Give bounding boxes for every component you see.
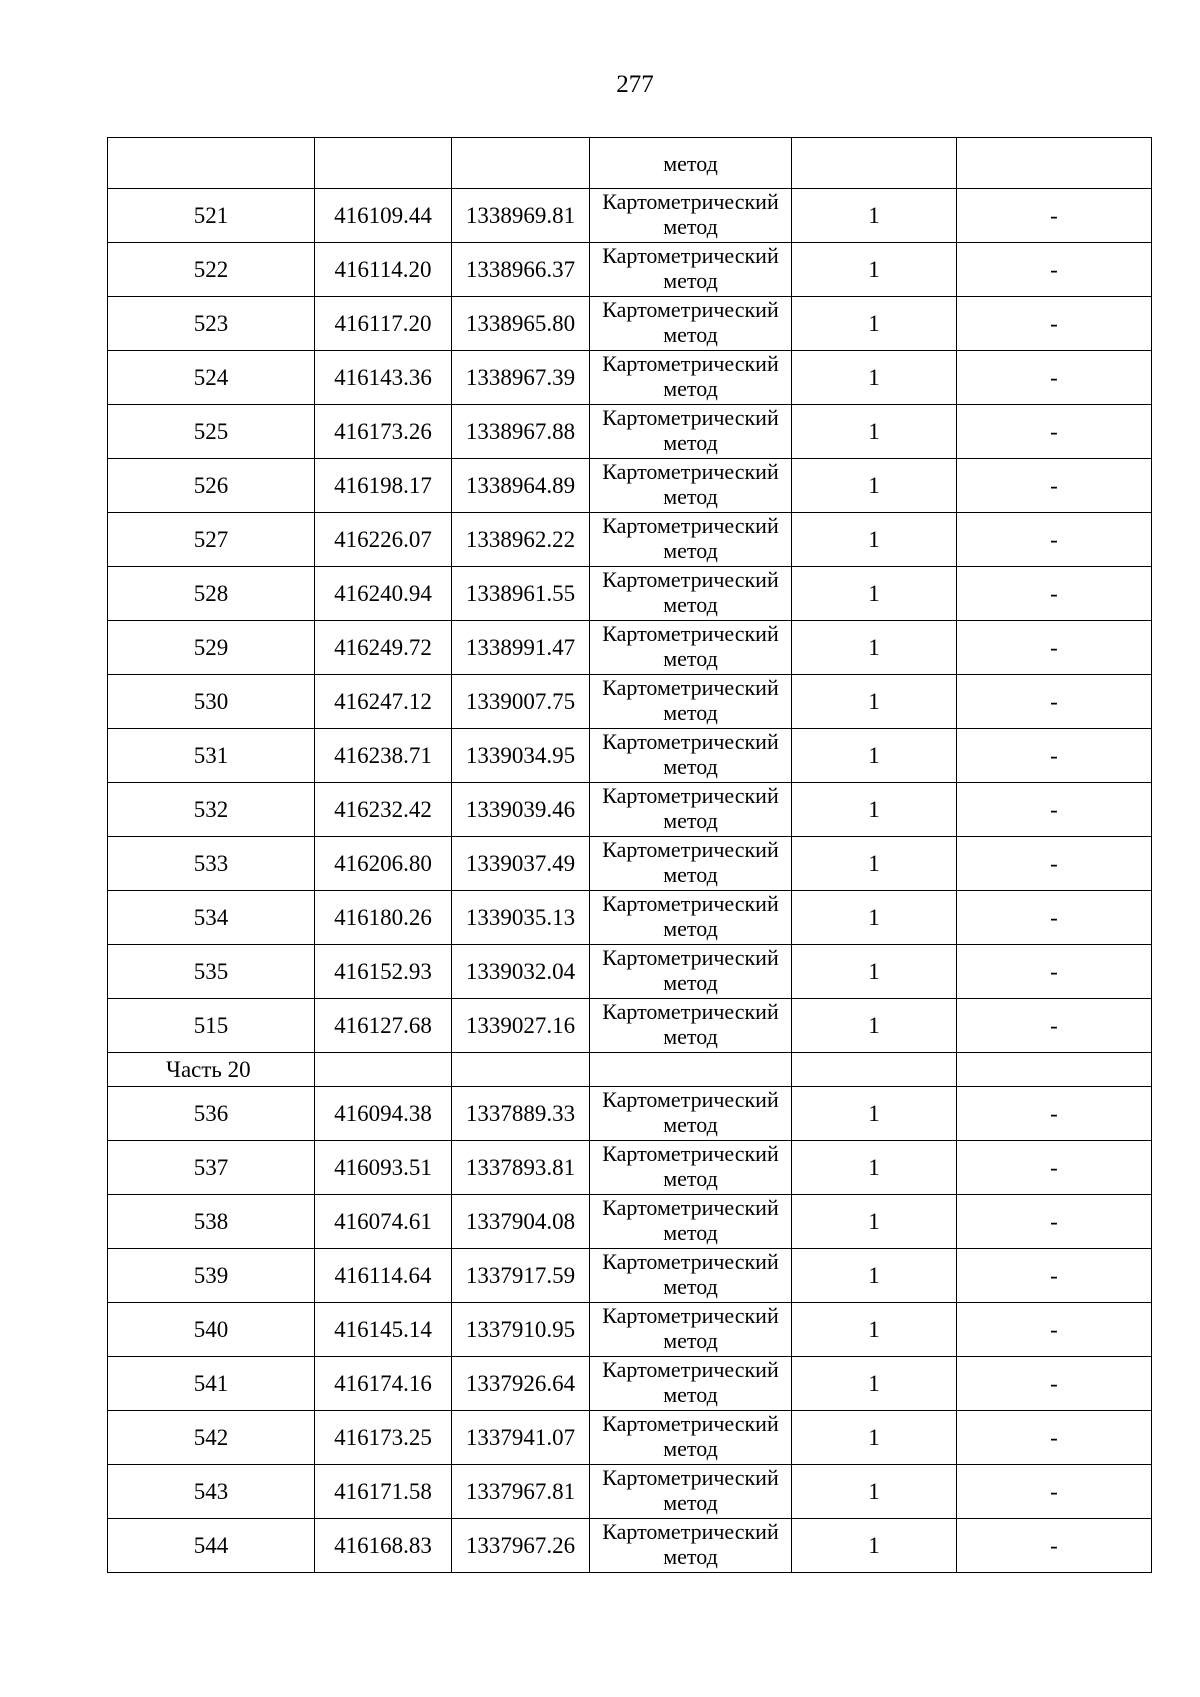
cell-point: 522 (108, 243, 315, 297)
cell-method (590, 1357, 792, 1411)
table-row (108, 513, 1152, 567)
cell-y: 1338966.37 (452, 243, 590, 297)
method-line-2: метод (663, 1328, 718, 1353)
table-row (108, 1249, 1152, 1303)
cell-y: 1339032.04 (452, 945, 590, 999)
cell-method (590, 1141, 792, 1195)
cell-note: - (957, 1357, 1152, 1411)
cell-note: - (957, 1249, 1152, 1303)
table-row (108, 297, 1152, 351)
method-line-2: метод (663, 430, 718, 455)
cell-method (590, 567, 792, 621)
cell-accuracy: 1 (792, 675, 957, 729)
cell-y: 1338967.88 (452, 405, 590, 459)
cell-y: 1338965.80 (452, 297, 590, 351)
method-line-1: Картометрический (602, 891, 779, 916)
method-line-2: метод (663, 862, 718, 887)
method-line-1: Картометрический (602, 1087, 779, 1112)
table-row-part-heading (108, 1053, 1152, 1087)
table-row (108, 189, 1152, 243)
cell-method (590, 1519, 792, 1573)
cell-y: 1339039.46 (452, 783, 590, 837)
cell-accuracy: 1 (792, 1087, 957, 1141)
cell-y (452, 138, 590, 189)
cell-accuracy: 1 (792, 243, 957, 297)
cell-accuracy: 1 (792, 1303, 957, 1357)
cell-method (590, 945, 792, 999)
method-line-1: Картометрический (602, 1249, 779, 1274)
cell-x: 416173.26 (315, 405, 452, 459)
method-line-2: метод (663, 754, 718, 779)
cell-point: 521 (108, 189, 315, 243)
cell-x: 416168.83 (315, 1519, 452, 1573)
method-line-2: метод (663, 970, 718, 995)
page-number: 277 (616, 71, 654, 98)
cell-note: - (957, 1303, 1152, 1357)
cell-accuracy: 1 (792, 1357, 957, 1411)
cell-point: 515 (108, 999, 315, 1053)
cell-point: 532 (108, 783, 315, 837)
method-line-2: метод (663, 1112, 718, 1137)
cell-method (590, 459, 792, 513)
cell-x: 416109.44 (315, 189, 452, 243)
cell-note: - (957, 297, 1152, 351)
method-line-2: метод (663, 1490, 718, 1515)
method-line-1: Картометрический (602, 297, 779, 322)
cell-point: 535 (108, 945, 315, 999)
table-row (108, 405, 1152, 459)
cell-y: 1337926.64 (452, 1357, 590, 1411)
cell-y: 1337941.07 (452, 1411, 590, 1465)
cell-accuracy: 1 (792, 1411, 957, 1465)
cell-note: - (957, 999, 1152, 1053)
table-row (108, 1519, 1152, 1573)
cell-x: 416206.80 (315, 837, 452, 891)
cell-method (590, 999, 792, 1053)
cell-method (590, 783, 792, 837)
method-line-2: метод (663, 1220, 718, 1245)
cell-method (590, 189, 792, 243)
cell-point: 529 (108, 621, 315, 675)
method-line-1: Картометрический (602, 1357, 779, 1382)
coordinates-table (107, 137, 1152, 1573)
cell-method (590, 513, 792, 567)
cell-point: 526 (108, 459, 315, 513)
cell-note (957, 1053, 1152, 1087)
cell-x: 416247.12 (315, 675, 452, 729)
cell-note: - (957, 1141, 1152, 1195)
cell-accuracy: 1 (792, 621, 957, 675)
method-line-2: метод (663, 268, 718, 293)
method-line-1: Картометрический (602, 783, 779, 808)
table-row (108, 1465, 1152, 1519)
method-line-1: Картометрический (602, 621, 779, 646)
cell-x: 416173.25 (315, 1411, 452, 1465)
table-row-continuation (108, 138, 1152, 189)
cell-y: 1338967.39 (452, 351, 590, 405)
cell-x: 416152.93 (315, 945, 452, 999)
cell-point: 528 (108, 567, 315, 621)
cell-x: 416143.36 (315, 351, 452, 405)
cell-x: 416171.58 (315, 1465, 452, 1519)
cell-x: 416238.71 (315, 729, 452, 783)
cell-note: - (957, 513, 1152, 567)
cell-point: 523 (108, 297, 315, 351)
method-line-1: Картометрический (602, 513, 779, 538)
cell-accuracy: 1 (792, 1141, 957, 1195)
cell-note: - (957, 891, 1152, 945)
cell-note: - (957, 1411, 1152, 1465)
cell-y: 1337917.59 (452, 1249, 590, 1303)
cell-accuracy: 1 (792, 1465, 957, 1519)
cell-method (590, 729, 792, 783)
cell-y (452, 1053, 590, 1087)
method-line-1: Картометрический (602, 1519, 779, 1544)
method-line-1: Картометрический (602, 1465, 779, 1490)
cell-point: 542 (108, 1411, 315, 1465)
cell-note: - (957, 1465, 1152, 1519)
cell-x: 416114.20 (315, 243, 452, 297)
cell-point: 534 (108, 891, 315, 945)
cell-y: 1339007.75 (452, 675, 590, 729)
cell-x (315, 1053, 452, 1087)
cell-note: - (957, 567, 1152, 621)
method-line-1: Картометрический (602, 459, 779, 484)
cell-x: 416249.72 (315, 621, 452, 675)
cell-note: - (957, 621, 1152, 675)
cell-x: 416240.94 (315, 567, 452, 621)
cell-y: 1337889.33 (452, 1087, 590, 1141)
cell-accuracy: 1 (792, 297, 957, 351)
method-line-2: метод (663, 808, 718, 833)
cell-accuracy: 1 (792, 945, 957, 999)
cell-y: 1338964.89 (452, 459, 590, 513)
table-row (108, 1411, 1152, 1465)
method-line-1: Картометрический (602, 405, 779, 430)
method-line-1: Картометрический (602, 999, 779, 1024)
method-line-2: метод (663, 1382, 718, 1407)
cell-point (108, 138, 315, 189)
cell-y: 1337967.81 (452, 1465, 590, 1519)
cell-point: 530 (108, 675, 315, 729)
method-line-1: Картометрический (602, 1411, 779, 1436)
cell-y: 1337904.08 (452, 1195, 590, 1249)
method-line-2: метод (663, 1274, 718, 1299)
cell-y: 1339037.49 (452, 837, 590, 891)
cell-y: 1339034.95 (452, 729, 590, 783)
cell-accuracy: 1 (792, 1519, 957, 1573)
cell-note: - (957, 243, 1152, 297)
method-line-2: метод (663, 538, 718, 563)
cell-method: метод (590, 138, 792, 189)
table-row (108, 621, 1152, 675)
cell-method (590, 1053, 792, 1087)
method-line-2: метод (663, 1436, 718, 1461)
cell-method (590, 675, 792, 729)
method-line-1: Картометрический (602, 189, 779, 214)
cell-accuracy: 1 (792, 891, 957, 945)
cell-accuracy: 1 (792, 567, 957, 621)
method-line-1: Картометрический (602, 837, 779, 862)
cell-x: 416180.26 (315, 891, 452, 945)
cell-x: 416093.51 (315, 1141, 452, 1195)
cell-note: - (957, 675, 1152, 729)
cell-point: 541 (108, 1357, 315, 1411)
cell-accuracy: 1 (792, 837, 957, 891)
cell-note: - (957, 1519, 1152, 1573)
cell-accuracy: 1 (792, 783, 957, 837)
table-row (108, 567, 1152, 621)
method-line-2: метод (663, 1166, 718, 1191)
cell-point: 537 (108, 1141, 315, 1195)
cell-accuracy: 1 (792, 351, 957, 405)
method-line-2: метод (663, 700, 718, 725)
cell-note: - (957, 351, 1152, 405)
method-line-1: Картометрический (602, 567, 779, 592)
method-line-1: Картометрический (602, 1303, 779, 1328)
method-line-2: метод (663, 484, 718, 509)
cell-y: 1338969.81 (452, 189, 590, 243)
cell-point: 543 (108, 1465, 315, 1519)
cell-x: 416232.42 (315, 783, 452, 837)
method-line-2: метод (663, 376, 718, 401)
cell-method (590, 1411, 792, 1465)
cell-note (957, 138, 1152, 189)
cell-x: 416174.16 (315, 1357, 452, 1411)
cell-accuracy: 1 (792, 1249, 957, 1303)
cell-method (590, 351, 792, 405)
cell-y: 1337910.95 (452, 1303, 590, 1357)
cell-x: 416114.64 (315, 1249, 452, 1303)
table-row (108, 729, 1152, 783)
cell-x: 416127.68 (315, 999, 452, 1053)
cell-y: 1338991.47 (452, 621, 590, 675)
cell-accuracy: 1 (792, 999, 957, 1053)
cell-x: 416145.14 (315, 1303, 452, 1357)
cell-point: 536 (108, 1087, 315, 1141)
method-line-1: Картометрический (602, 675, 779, 700)
table-row (108, 1087, 1152, 1141)
method-line-2: метод (663, 214, 718, 239)
cell-point: 544 (108, 1519, 315, 1573)
cell-x: 416074.61 (315, 1195, 452, 1249)
cell-note: - (957, 459, 1152, 513)
cell-method (590, 1303, 792, 1357)
table-row (108, 459, 1152, 513)
method-line-2: метод (663, 646, 718, 671)
cell-note: - (957, 1195, 1152, 1249)
cell-method (590, 243, 792, 297)
cell-accuracy: 1 (792, 513, 957, 567)
cell-method (590, 1195, 792, 1249)
table-row (108, 243, 1152, 297)
cell-point: 539 (108, 1249, 315, 1303)
cell-note: - (957, 405, 1152, 459)
cell-method (590, 891, 792, 945)
table-row (108, 1195, 1152, 1249)
cell-method (590, 405, 792, 459)
cell-accuracy (792, 1053, 957, 1087)
cell-accuracy (792, 138, 957, 189)
cell-note: - (957, 945, 1152, 999)
cell-x: 416117.20 (315, 297, 452, 351)
method-line-2: метод (663, 916, 718, 941)
table-row (108, 351, 1152, 405)
method-line-1: Картометрический (602, 351, 779, 376)
cell-accuracy: 1 (792, 405, 957, 459)
cell-y: 1338962.22 (452, 513, 590, 567)
cell-method (590, 1087, 792, 1141)
table-row (108, 891, 1152, 945)
method-line-2: метод (663, 1544, 718, 1569)
cell-method (590, 297, 792, 351)
cell-note: - (957, 189, 1152, 243)
cell-y: 1337967.26 (452, 1519, 590, 1573)
cell-note: - (957, 783, 1152, 837)
cell-method (590, 1249, 792, 1303)
cell-x: 416198.17 (315, 459, 452, 513)
cell-point: 524 (108, 351, 315, 405)
method-line-2: метод (663, 322, 718, 347)
table-row (108, 1141, 1152, 1195)
table-row (108, 1357, 1152, 1411)
cell-accuracy: 1 (792, 459, 957, 513)
cell-x: 416226.07 (315, 513, 452, 567)
cell-point: 525 (108, 405, 315, 459)
cell-accuracy: 1 (792, 189, 957, 243)
table-row (108, 945, 1152, 999)
cell-note: - (957, 1087, 1152, 1141)
method-line-2: метод (663, 592, 718, 617)
method-line-1: Картометрический (602, 1195, 779, 1220)
cell-note: - (957, 729, 1152, 783)
method-line-1: Картометрический (602, 243, 779, 268)
cell-accuracy: 1 (792, 729, 957, 783)
table-row (108, 1303, 1152, 1357)
cell-x: 416094.38 (315, 1087, 452, 1141)
cell-x (315, 138, 452, 189)
cell-y: 1338961.55 (452, 567, 590, 621)
cell-method (590, 837, 792, 891)
cell-accuracy: 1 (792, 1195, 957, 1249)
cell-y: 1339027.16 (452, 999, 590, 1053)
table-row (108, 783, 1152, 837)
table-row (108, 675, 1152, 729)
table-row (108, 837, 1152, 891)
cell-point: 538 (108, 1195, 315, 1249)
method-line-1: Картометрический (602, 729, 779, 754)
table-row (108, 999, 1152, 1053)
cell-point: 540 (108, 1303, 315, 1357)
cell-y: 1337893.81 (452, 1141, 590, 1195)
cell-method (590, 621, 792, 675)
cell-point: 531 (108, 729, 315, 783)
cell-point: 527 (108, 513, 315, 567)
cell-y: 1339035.13 (452, 891, 590, 945)
cell-point: 533 (108, 837, 315, 891)
cell-note: - (957, 837, 1152, 891)
method-line-1: Картометрический (602, 945, 779, 970)
method-line-1: Картометрический (602, 1141, 779, 1166)
part-label: Часть 20 (108, 1053, 315, 1087)
cell-method (590, 1465, 792, 1519)
method-line-2: метод (663, 1024, 718, 1049)
